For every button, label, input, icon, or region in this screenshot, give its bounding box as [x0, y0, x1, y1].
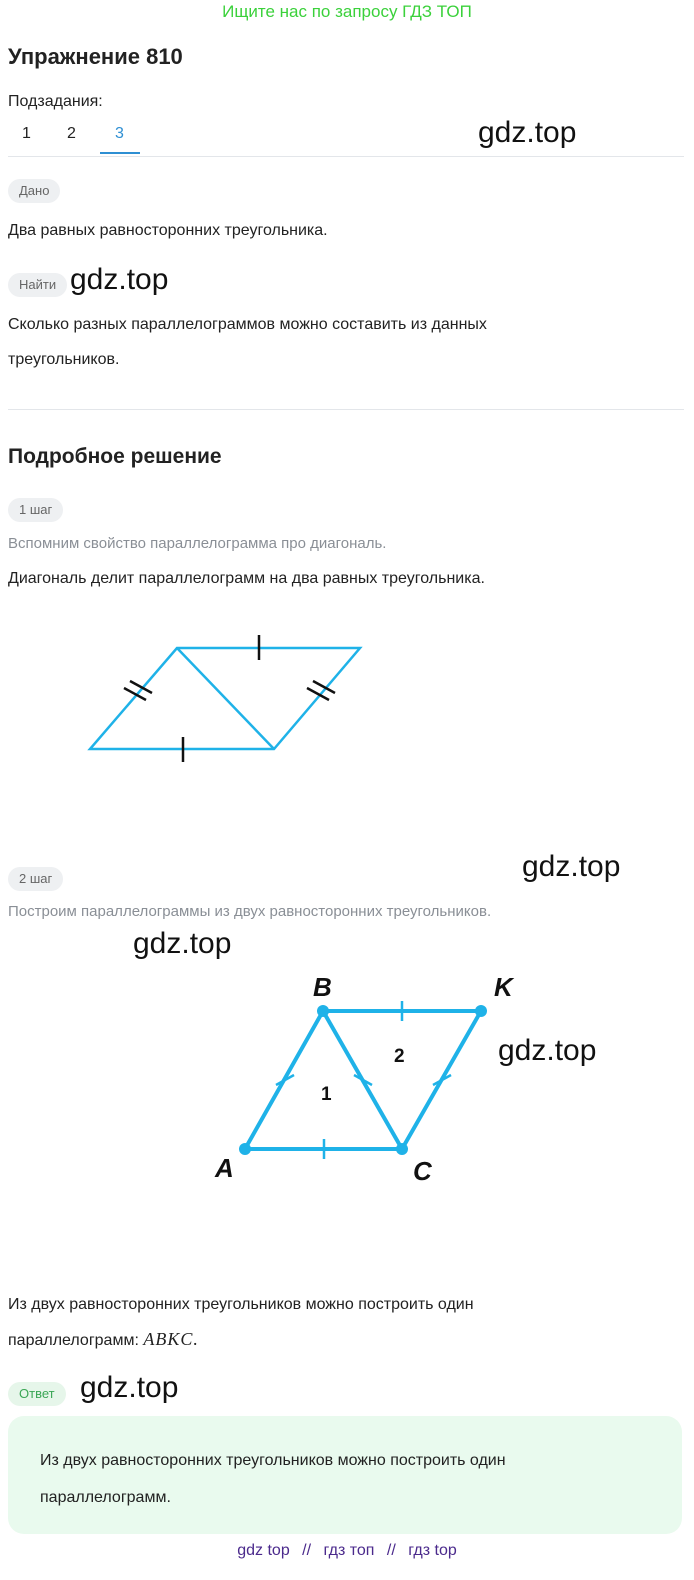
answer-text [40, 1442, 640, 1516]
vertex-label-b: B [313, 972, 332, 1002]
find-badge: Найти [8, 273, 67, 297]
vertex-label-c: C [413, 1156, 432, 1186]
footer-separator: // [386, 1542, 396, 1559]
footer-separator: // [302, 1542, 312, 1559]
triangle-label-1: 1 [321, 1084, 332, 1105]
watermark: gdz.top [522, 850, 621, 883]
tab-2[interactable]: 2 [67, 125, 76, 142]
conclusion-math: ABKC. [143, 1329, 199, 1349]
watermark: gdz.top [498, 1034, 597, 1067]
answer-line-1: Из двух равносторонних треугольников можно построить один [40, 1452, 506, 1469]
answer-line-2: параллелограмм. [40, 1489, 171, 1506]
step-2-hint: Построим параллелограммы из двух равносторонних треугольников. [8, 903, 492, 920]
step-1-text: Диагональ делит параллелограмм на два равных треугольника. [8, 570, 485, 587]
conclusion-line-1: Из двух равносторонних треугольников можно построить один [8, 1296, 474, 1313]
top-banner[interactable]: Ищите нас по запросу ГДЗ ТОП [222, 2, 472, 21]
watermark: gdz.top [133, 927, 232, 960]
answer-box [8, 1416, 682, 1534]
step-1-badge: 1 шаг [8, 498, 63, 522]
footer-link-gdz-top-mixed[interactable]: гдз top [408, 1542, 457, 1559]
footer-link-gdz-top-ru[interactable]: гдз топ [323, 1542, 375, 1559]
footer-link-gdz-top[interactable]: gdz top [237, 1542, 290, 1559]
conclusion-line-2-prefix: параллелограмм: [8, 1332, 144, 1349]
answer-badge: Ответ [8, 1382, 66, 1406]
watermark: gdz.top [478, 116, 577, 149]
triangle-label-2: 2 [394, 1046, 405, 1067]
find-text-line-1: Сколько разных параллелограммов можно составить из данных [8, 316, 487, 333]
watermark: gdz.top [80, 1371, 179, 1404]
footer-links [0, 1542, 694, 1560]
step-2-badge: 2 шаг [8, 867, 63, 891]
step-1-hint: Вспомним свойство параллелограмма про диагональ. [8, 535, 387, 552]
conclusion-line-2 [8, 1323, 608, 1357]
watermark: gdz.top [70, 263, 169, 296]
given-text: Два равных равносторонних треугольника. [8, 222, 328, 239]
vertex-label-k: K [494, 972, 513, 1002]
page-title: Упражнение 810 [8, 44, 183, 69]
tab-3[interactable]: 3 [115, 125, 124, 142]
solution-title: Подробное решение [8, 445, 222, 468]
given-badge: Дано [8, 179, 60, 203]
subtasks-label: Подзадания: [8, 93, 103, 110]
find-text-line-2: треугольников. [8, 351, 120, 368]
tab-1[interactable]: 1 [22, 125, 31, 142]
vertex-label-a: A [215, 1153, 234, 1183]
